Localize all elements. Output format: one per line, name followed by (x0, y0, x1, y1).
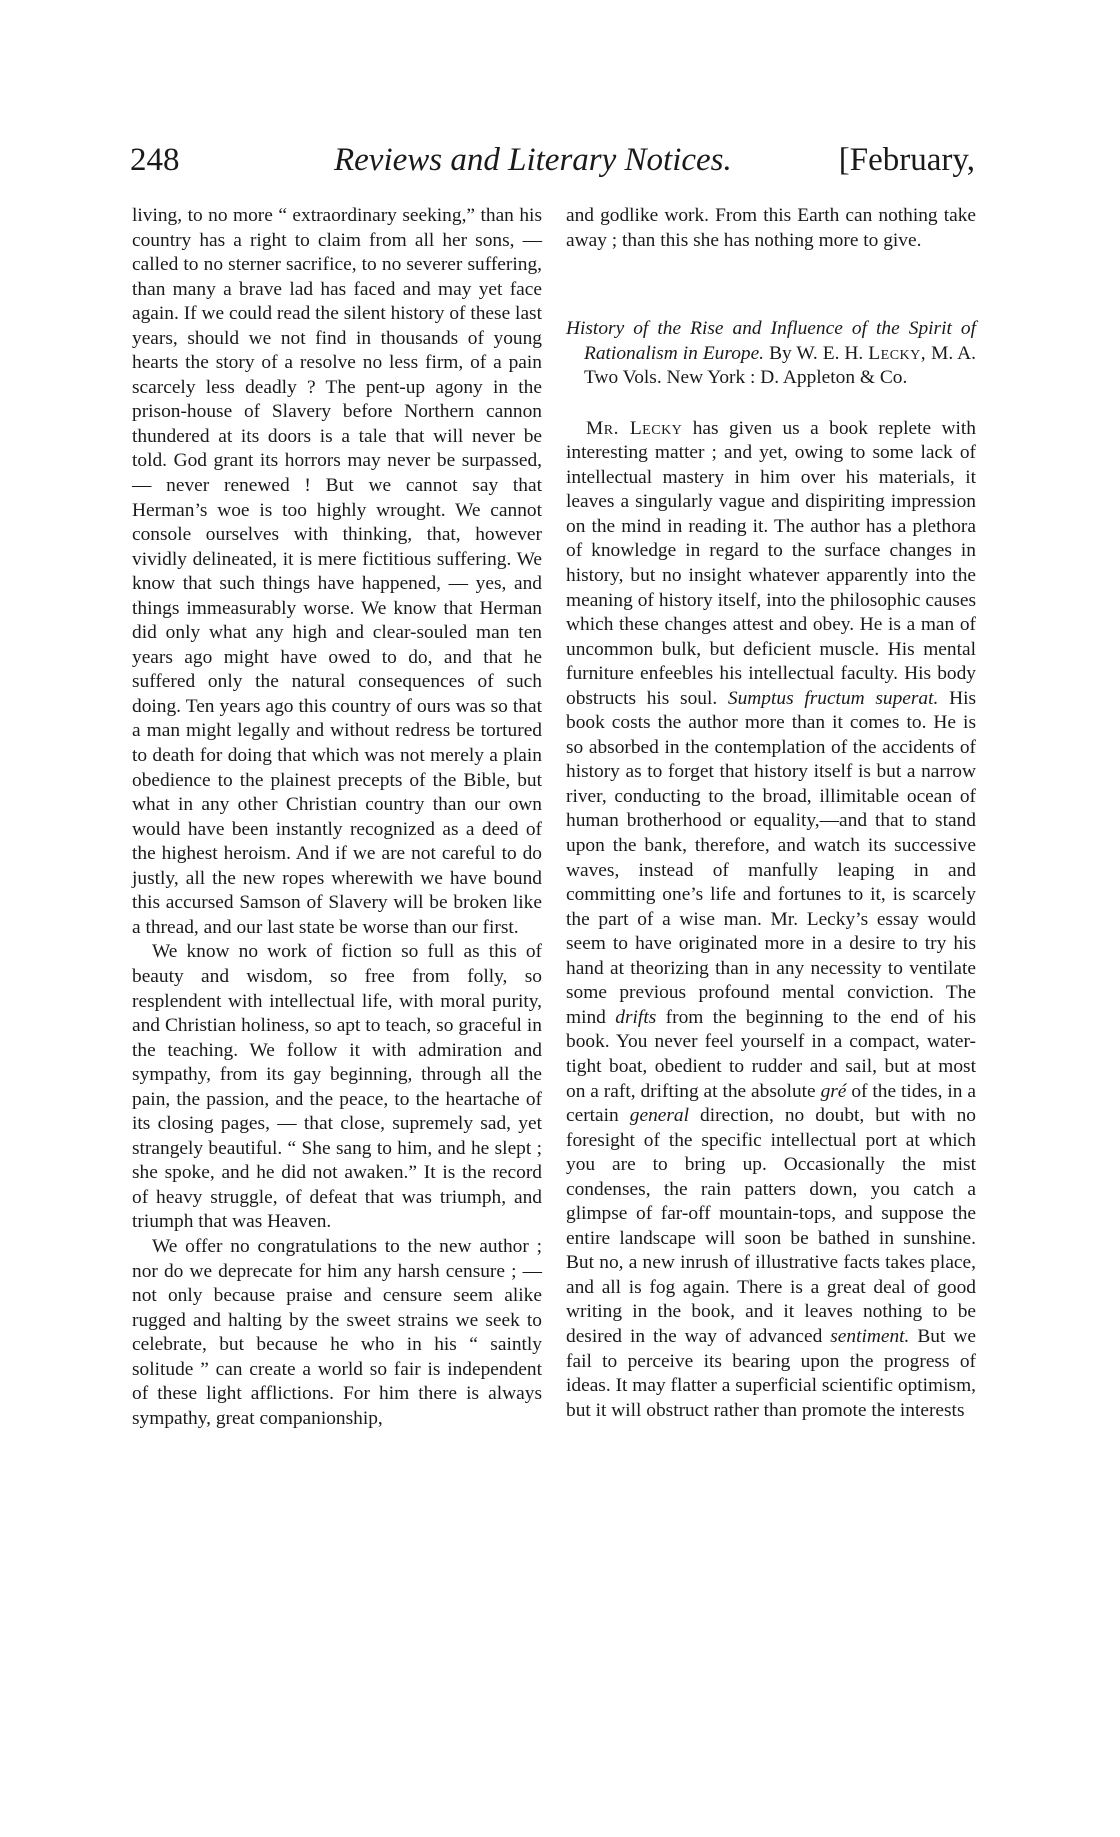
running-title: Reviews and Literary Notices. (334, 142, 732, 178)
emph-sentiment: sentiment. (830, 1325, 910, 1347)
review-text-1: has given us a book replete with interesting matter ; and yet, owing to some lack of intellectual mastery in him over his materials, it leaves a singularly vague and dispiriting impression on the mind in reading it. The author has a plethora of knowledge in regard to the surface changes in history, but no insight whatever apparently into the meaning of history itself, into the philosophic causes which these changes attest and obey. He is a man of uncommon bulk, but deficient muscle. His mental furniture enfeebles his intellectual faculty. His body obstructs his soul. (566, 417, 976, 709)
emph-general: general (629, 1105, 690, 1127)
latin-phrase: Sumptus fructum superat. (727, 687, 939, 709)
review-lead: Mr. Lecky (586, 417, 683, 439)
review-text-3: from the beginning to the end of his book. You never feel yourself in a compact, water-tight boat, obedient to rudder and sail, but at most on a raft, drifting at the absolute (566, 1006, 977, 1102)
header-month: [February, (838, 142, 975, 178)
book-citation (566, 317, 976, 391)
review-text-6: But we fail to perceive its bearing upon the progress of ideas. It may flatter a superficial scientific optimism, but it will obstruct rather than promote the interests (566, 1325, 976, 1421)
book-by: By W. E. H. (769, 342, 864, 364)
review-paragraph (566, 417, 976, 1423)
right-column (566, 204, 976, 1423)
book-author: Lecky, (868, 342, 927, 364)
right-paragraph-1: and godlike work. From this Earth can nothing take away ; than this she has nothing more to give. (566, 205, 976, 251)
left-paragraph-1: living, to no more “ extraordinary seeking,” than his country has a right to claim from all her sons, — called to no sterner sacrifice, to no severer suffering, than many a brave lad has faced and may yet face again. If we could read the silent history of these last years, should we not find in thousands of young hearts the story of a resolve no less firm, of a pain scarcely less deadly ? The pent-up agony in the prison-house of Slavery before Northern cannon thundered at its doors is a tale that will never be told. God grant its horrors may never be surpassed, — never renewed ! But we cannot say that Herman’s woe is too highly wrought. We cannot console ourselves with thinking, that, however vividly delineated, it is mere fictitious suffering. We know that such things have happened, — yes, and things immeasurably worse. We know that Herman did only what any high and clear-souled man ten years ago might have owed to do, and that he suffered only the natural consequences of such doing. Ten years ago this country of ours was so that a man might legally and without redress be tortured to death for doing that which was not merely a plain obedience to the plainest precepts of the Bible, but what in any other Christian country than our own would have been instantly recognized as a deed of the highest heroism. And if we are not careful to do justly, all the new ropes wherewith we have bound this accursed Samson of Slavery will be broken like a thread, and our last state be worse than our first. (132, 205, 542, 938)
left-paragraph-3: We offer no congratulations to the new author ; nor do we deprecate for him any harsh censure ; — not only because praise and censure seem alike rugged and halting by the sweet strains we seek to celebrate, but because he who in his “ saintly solitude ” can create a world so fair is independent of these light afflictions. For him there is always sympathy, great companionship, (132, 1235, 542, 1429)
review-text-4: of the tides, in a certain (566, 1080, 976, 1127)
emph-drifts: drifts (615, 1006, 657, 1028)
left-column (132, 204, 542, 1431)
review-text-2: His book costs the author more than it comes to. He is so absorbed in the contemplation of the accidents of history as to forget that history itself is but a narrow river, conducting to the broad, illimitable ocean of human brotherhood or equality,—and that to stand upon the bank, therefore, and watch its successive waves, instead of manfully leaping in and committing one’s life and fortunes to it, is scarcely the part of a wise man. Mr. Lecky’s essay would seem to have originated more in a desire to try his hand at theorizing than in any necessity to ventilate some previous profound mental conviction. The mind (566, 687, 976, 1028)
running-header (130, 142, 975, 192)
page-number: 248 (130, 142, 180, 178)
book-publication: M. A. Two Vols. New York : D. Appleton & Co. (584, 342, 977, 389)
left-paragraph-2: We know no work of fiction so full as this of beauty and wisdom, so free from folly, so resplendent with intellectual life, with moral purity, and Christian holiness, so apt to teach, so graceful in the teaching. We follow it with admiration and sympathy, from its gay beginning, through all the pain, the passion, and the peace, to the heartache of its closing pages, — that close, supremely sad, yet strangely beautiful. “ She sang to him, and he slept ; she spoke, and he did not awaken.” It is the record of heavy struggle, of defeat that was triumph, and triumph that was Heaven. (132, 941, 542, 1233)
review-text-5: direction, no doubt, but with no foresight of the specific intellectual port at which you are to bring up. Occasionally the mist condenses, the rain patters down, you catch a glimpse of far-off mountain-tops, and suppose the entire landscape will soon be bathed in sunshine. But no, a new inrush of illustrative facts takes place, and all is fog again. There is a great deal of good writing in the book, and it leaves nothing to be desired in the way of advanced (566, 1105, 976, 1347)
book-title: History of the Rise and Influence of the Spirit of Rationalism in Europe. (566, 318, 976, 364)
emph-gre: gré (820, 1080, 847, 1102)
